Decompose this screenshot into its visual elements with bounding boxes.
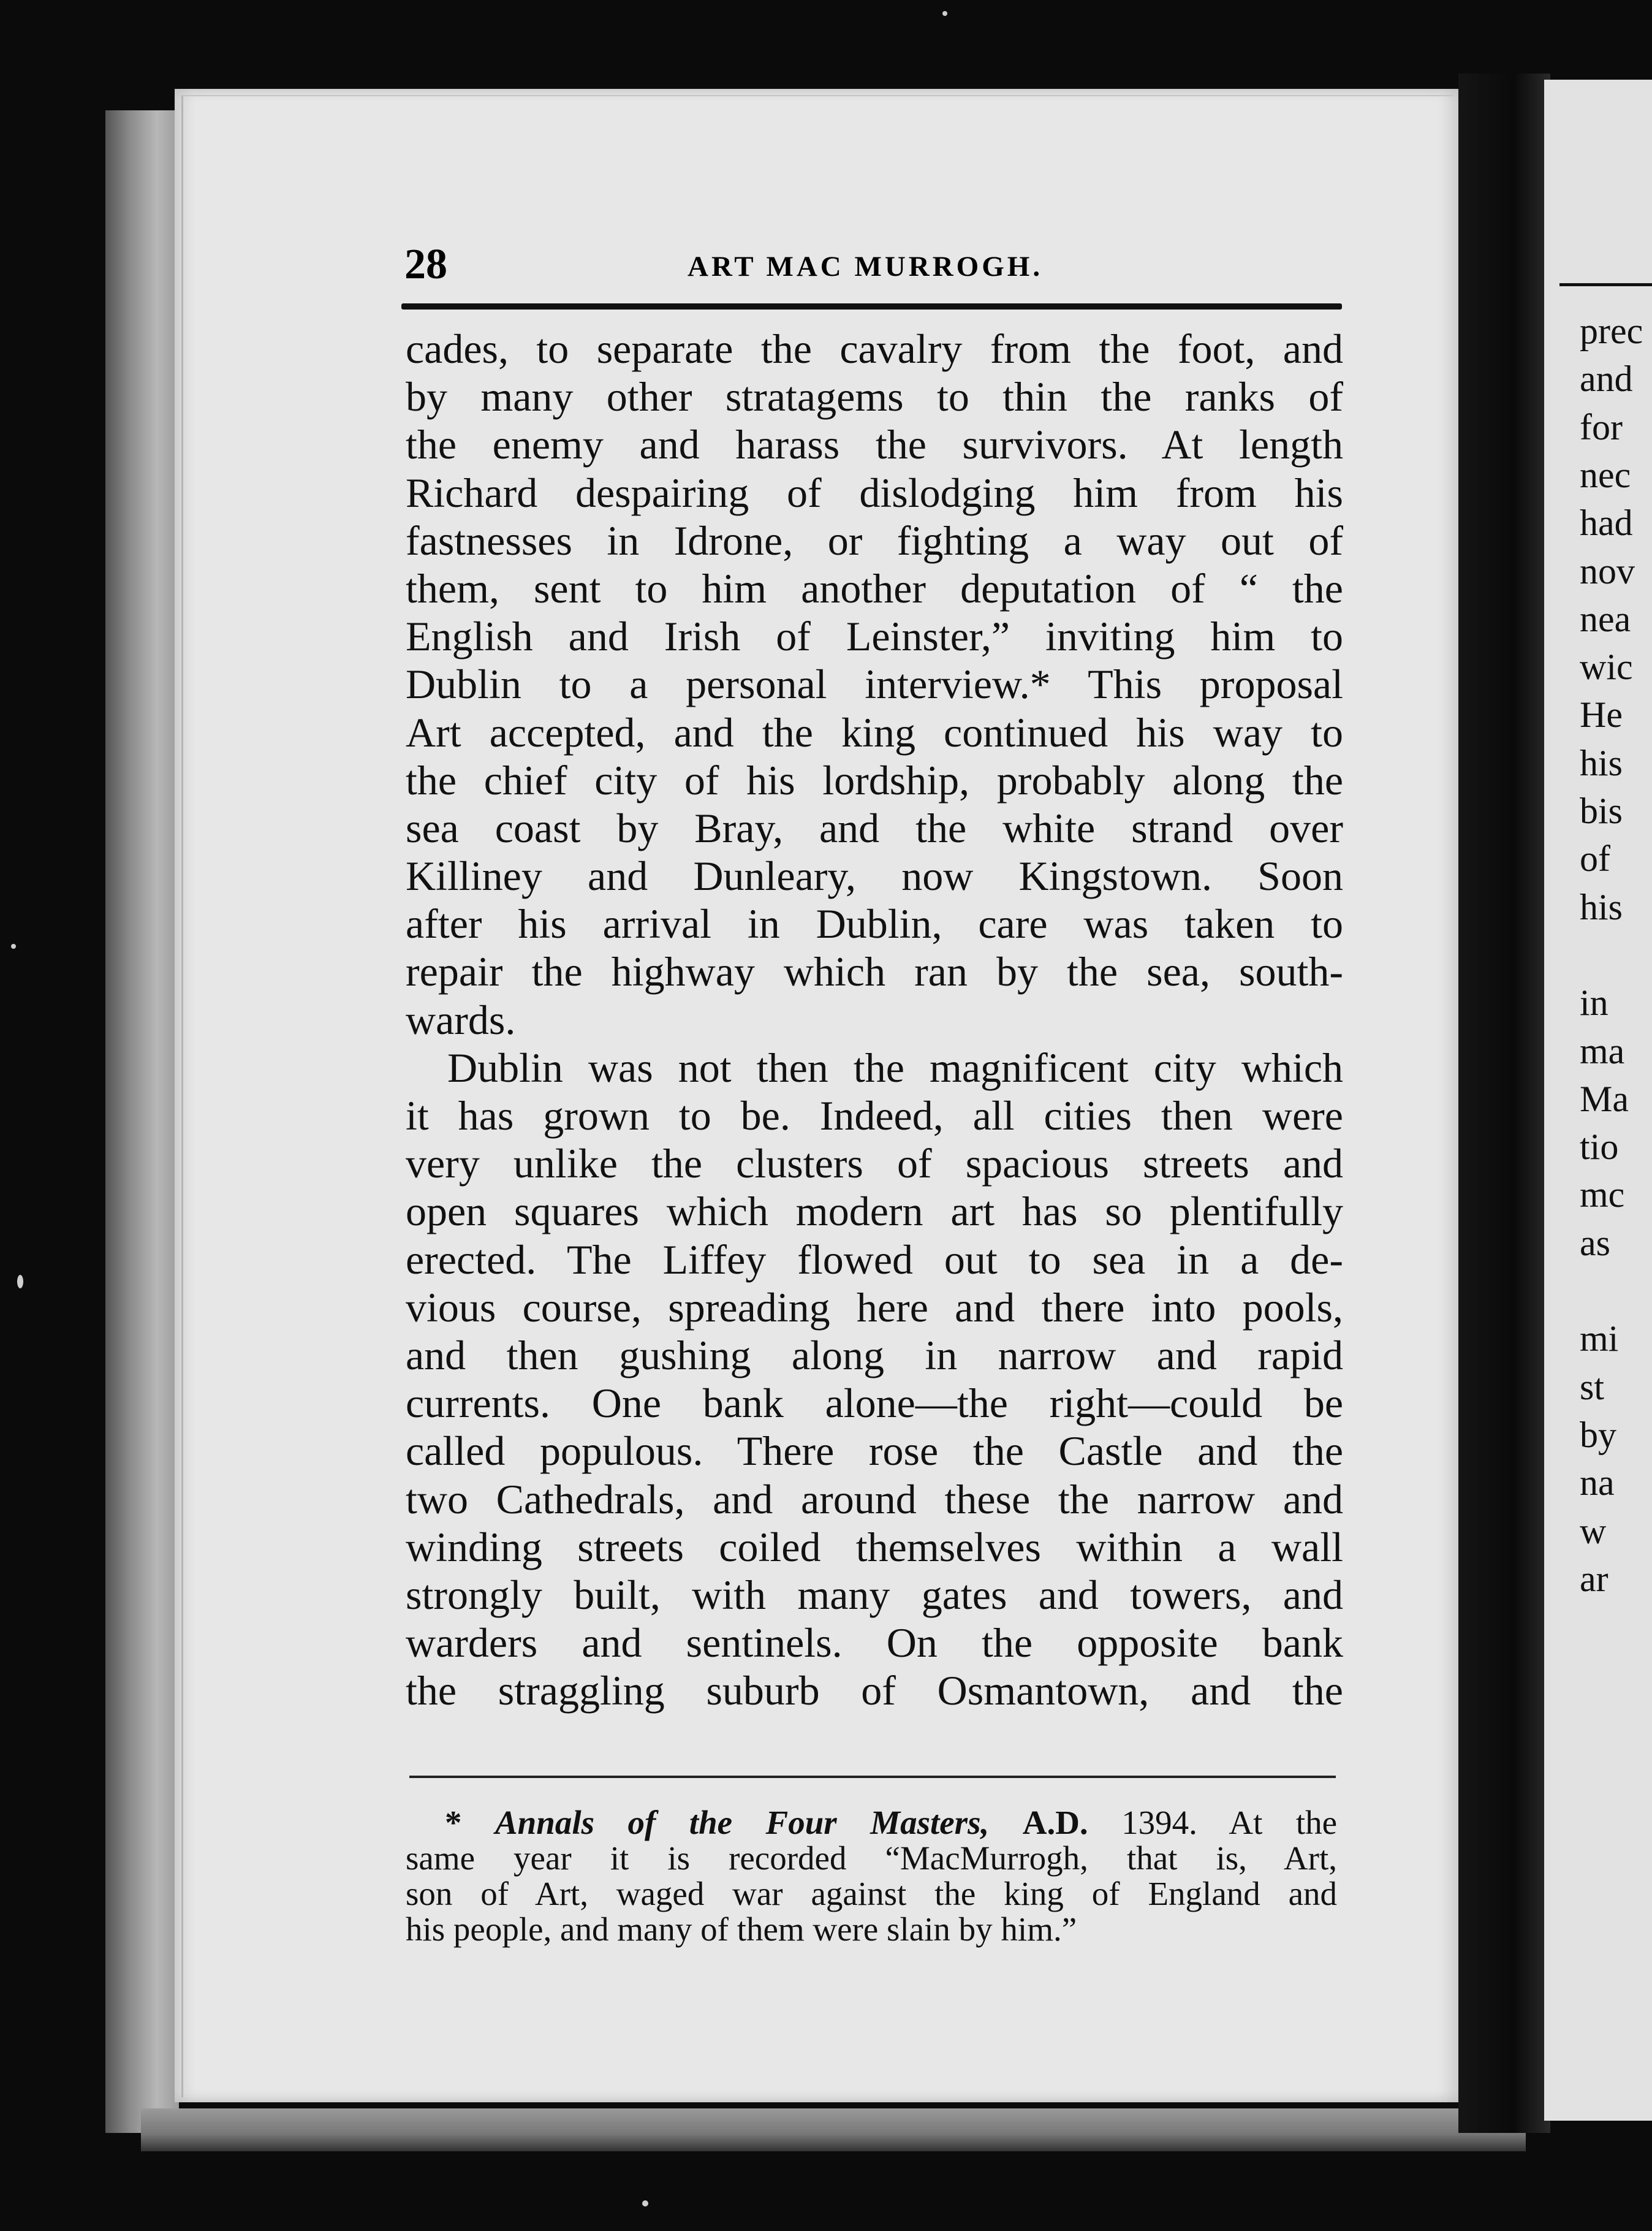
facing-page-fragment: by	[1580, 1414, 1616, 1455]
footnote-year: 1394. At the	[1088, 1804, 1338, 1841]
footnote-first-line	[406, 1805, 1337, 1841]
footnote-line: son of Art, waged war against the king of England and	[406, 1875, 1337, 1912]
dust-speck	[942, 11, 947, 16]
facing-page-fragment: na	[1580, 1462, 1615, 1503]
facing-page-fragment: ar	[1580, 1558, 1608, 1599]
text-line: the enemy and harass the survivors. At length	[406, 421, 1343, 468]
footnote-source: Annals of the Four Masters,	[494, 1804, 990, 1841]
dust-speck	[642, 2200, 648, 2206]
facing-page-fragment: He	[1580, 694, 1623, 735]
footnote-rule	[409, 1776, 1336, 1778]
facing-page-fragment: ma	[1580, 1030, 1625, 1071]
footnote-line: same year it is recorded “MacMurrogh, that is, Art,	[406, 1839, 1337, 1877]
facing-page-fragment: bis	[1580, 791, 1623, 831]
facing-page-fragment: had	[1580, 503, 1633, 544]
facing-page-fragment: mi	[1580, 1318, 1619, 1359]
footnote-line: his people, and many of them were slain by him.”	[406, 1910, 1077, 1948]
text-line: repair the highway which ran by the sea, south-	[406, 948, 1343, 995]
text-line: it has grown to be. Indeed, all cities then were	[406, 1092, 1343, 1139]
dust-speck	[11, 944, 16, 949]
text-line: Art accepted, and the king continued his way to	[406, 709, 1343, 756]
facing-page-fragment: w	[1580, 1510, 1607, 1551]
text-line: very unlike the clusters of spacious streets and	[406, 1140, 1343, 1187]
text-line: strongly built, with many gates and towers, and	[406, 1571, 1343, 1618]
facing-page-fragment: nea	[1580, 598, 1631, 639]
text-line: warders and sentinels. On the opposite bank	[406, 1619, 1343, 1667]
facing-page-fragment: for	[1580, 406, 1623, 447]
text-line: Dublin to a personal interview.* This proposal	[406, 661, 1343, 708]
text-line: after his arrival in Dublin, care was taken to	[406, 900, 1343, 948]
book-gutter	[1458, 74, 1550, 2133]
facing-page-fragment: nec	[1580, 454, 1631, 495]
facing-page-fragment: tio	[1580, 1127, 1619, 1168]
facing-page-fragment: prec	[1580, 311, 1643, 351]
header-rule	[401, 303, 1342, 310]
text-line: two Cathedrals, and around these the narrow and	[406, 1475, 1343, 1522]
text-line: fastnesses in Idrone, or fighting a way out of	[406, 517, 1343, 564]
page-stack-bottom	[141, 2108, 1526, 2151]
body-text	[406, 325, 1343, 1714]
text-line: the straggling suburb of Osmantown, and the	[406, 1667, 1343, 1714]
text-line: open squares which modern art has so plentifully	[406, 1188, 1343, 1235]
text-line: them, sent to him another deputation of “ the	[406, 564, 1343, 612]
facing-page-fragment: his	[1580, 742, 1623, 783]
text-line: Richard despairing of dislodging him from his	[406, 469, 1343, 516]
facing-page-fragment: wic	[1580, 647, 1633, 688]
page-number: 28	[404, 241, 447, 288]
facing-page-fragment: in	[1580, 982, 1608, 1024]
text-line: the chief city of his lordship, probably along the	[406, 756, 1343, 804]
facing-page-rule	[1559, 283, 1652, 286]
text-line: currents. One bank alone—the right—could be	[406, 1380, 1343, 1427]
text-line: erected. The Liffey flowed out to sea in a de-	[406, 1236, 1343, 1283]
facing-page-fragment: nov	[1580, 550, 1635, 591]
footnote	[406, 1805, 1337, 1947]
text-line: by many other stratagems to thin the ranks of	[406, 373, 1343, 420]
page-stack-edge	[105, 110, 179, 2133]
text-line: English and Irish of Leinster,” inviting him to	[406, 613, 1343, 660]
facing-page-fragment: Ma	[1580, 1078, 1629, 1119]
facing-page-fragment: mc	[1580, 1174, 1625, 1215]
text-line: cades, to separate the cavalry from the foot, and	[406, 325, 1343, 372]
text-line: called populous. There rose the Castle and the	[406, 1427, 1343, 1475]
text-line: vious course, spreading here and there into pools,	[406, 1283, 1343, 1331]
text-line: winding streets coiled themselves within a wall	[406, 1523, 1343, 1570]
text-line: Killiney and Dunleary, now Kingstown. Soon	[406, 853, 1343, 900]
facing-page-fragment: of	[1580, 838, 1610, 880]
facing-page-fragment: and	[1580, 359, 1633, 400]
footnote-era: A.D.	[1022, 1804, 1088, 1841]
text-line: and then gushing along in narrow and rapid	[406, 1331, 1343, 1378]
facing-page-fragment: as	[1580, 1222, 1610, 1263]
paragraph-first-line: Dublin was not then the magnificent city which	[447, 1044, 1343, 1091]
text-line: wards.	[406, 996, 516, 1043]
facing-page-fragment: st	[1580, 1366, 1605, 1407]
running-title: ART MAC MURROGH.	[688, 251, 1044, 283]
facing-page-fragment: his	[1580, 886, 1623, 927]
text-line: sea coast by Bray, and the white strand over	[406, 804, 1343, 851]
dust-speck	[17, 1275, 23, 1288]
footnote-marker: *	[445, 1804, 462, 1841]
